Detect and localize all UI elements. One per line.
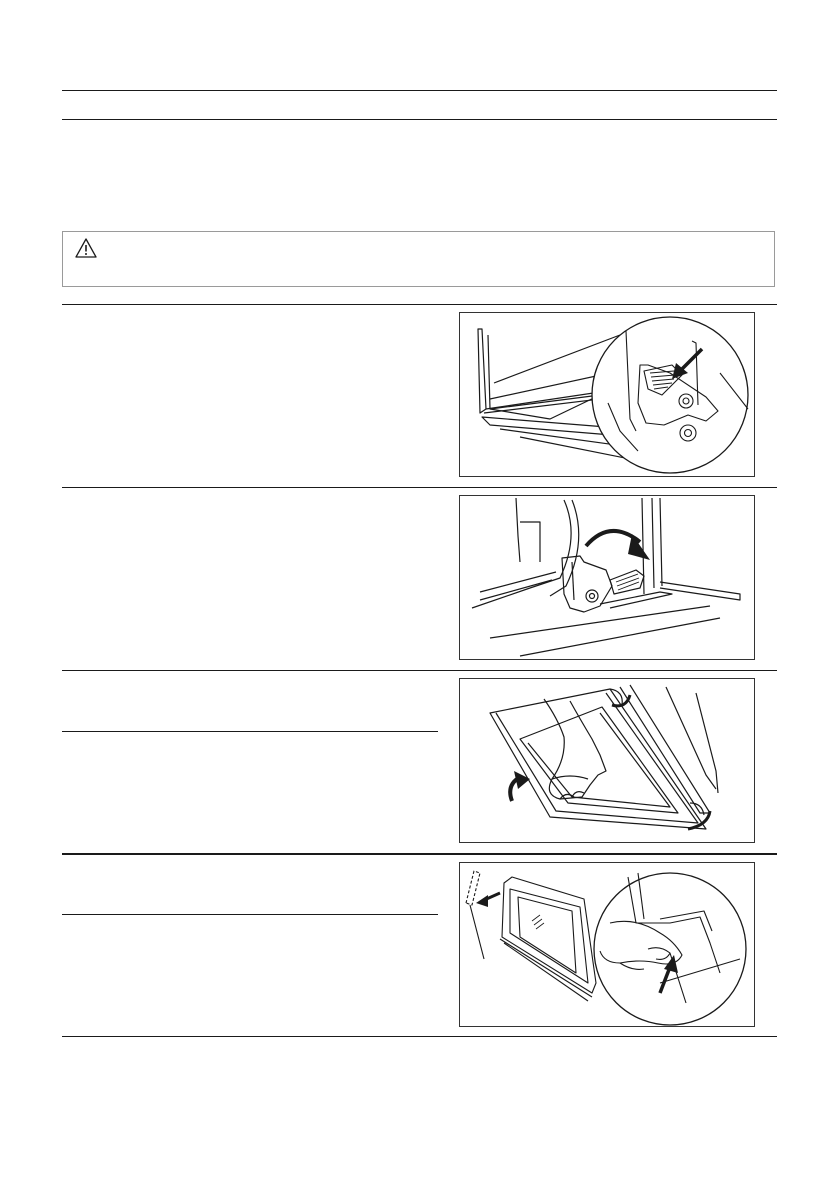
step-1 — [62, 312, 422, 330]
step-divider — [62, 487, 777, 488]
bottom-rule — [62, 1036, 777, 1037]
warning-triangle-icon — [75, 238, 97, 258]
sub-step-divider — [62, 731, 438, 732]
sub-step-divider — [62, 914, 438, 915]
figure-glass-panel-remove — [459, 862, 755, 1027]
title-rule — [62, 119, 777, 120]
figure-hinge-lever-rotate — [459, 495, 755, 660]
step-divider — [62, 304, 777, 305]
figure-door-lift-off — [459, 678, 755, 843]
step-4 — [62, 862, 422, 880]
step-divider — [62, 670, 777, 671]
sub-step-1 — [62, 739, 422, 757]
step-3 — [62, 678, 422, 696]
figure-hinge-lever-closeup — [459, 312, 755, 477]
top-rule — [62, 90, 777, 91]
sub-step-2 — [62, 922, 422, 940]
step-2 — [62, 495, 422, 513]
step-divider — [62, 853, 777, 855]
warning-box — [62, 231, 775, 287]
